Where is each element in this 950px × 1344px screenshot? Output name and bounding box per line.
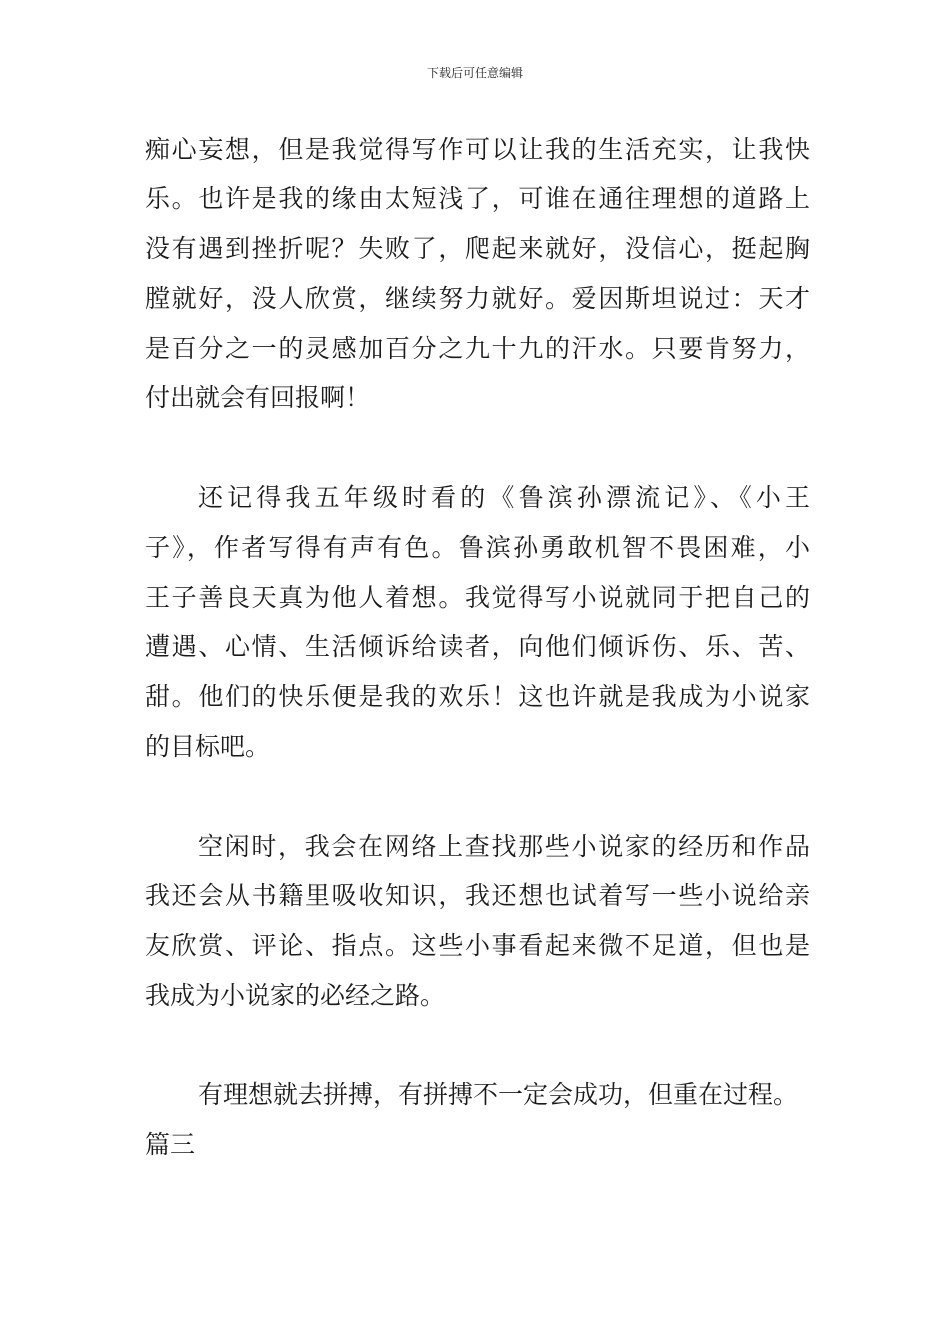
paragraph-3-line-2: 我还会从书籍里吸收知识，我还想也试着写一些小说给亲 <box>145 881 810 910</box>
header-note: 下载后可任意编辑 <box>426 66 523 80</box>
paragraph-3-line-3: 友欣赏、评论、指点。这些小事看起来微不足道，但也是 <box>145 931 810 960</box>
paragraph-1-line-2: 乐。也许是我的缘由太短浅了，可谁在通往理想的道路上 <box>145 184 810 213</box>
paragraph-2-line-2: 子》，作者写得有声有色。鲁滨孙勇敢机智不畏困难，小 <box>145 533 810 562</box>
paragraph-3-line-4: 我成为小说家的必经之路。 <box>145 981 446 1010</box>
paragraph-2-line-3: 王子善良天真为他人着想。我觉得写小说就同于把自己的 <box>145 583 810 612</box>
paragraph-1-line-6: 付出就会有回报啊！ <box>145 383 371 412</box>
section-heading: 篇三 <box>145 1130 196 1159</box>
paragraph-2-line-4: 遭遇、心情、生活倾诉给读者，向他们倾诉伤、乐、苦、 <box>145 632 810 661</box>
paragraph-2-line-5: 甜。他们的快乐便是我的欢乐！这也许就是我成为小说家 <box>145 682 810 711</box>
paragraph-4-line-1: 有理想就去拼搏，有拼搏不一定会成功，但重在过程。 <box>198 1080 799 1109</box>
paragraph-1-line-1: 痴心妄想，但是我觉得写作可以让我的生活充实，让我快 <box>145 135 810 164</box>
paragraph-3-line-1: 空闲时，我会在网络上查找那些小说家的经历和作品 <box>198 832 810 861</box>
paragraph-1-line-5: 是百分之一的灵感加百分之九十九的汗水。只要肯努力， <box>145 334 810 363</box>
paragraph-2-line-1: 还记得我五年级时看的《鲁滨孙漂流记》、《小王 <box>198 483 810 512</box>
paragraph-1-line-4: 膛就好，没人欣赏，继续努力就好。爱因斯坦说过：天才 <box>145 284 810 313</box>
paragraph-2-line-6: 的目标吧。 <box>145 732 271 761</box>
paragraph-1-line-3: 没有遇到挫折呢？失败了，爬起来就好，没信心，挺起胸 <box>145 234 810 263</box>
